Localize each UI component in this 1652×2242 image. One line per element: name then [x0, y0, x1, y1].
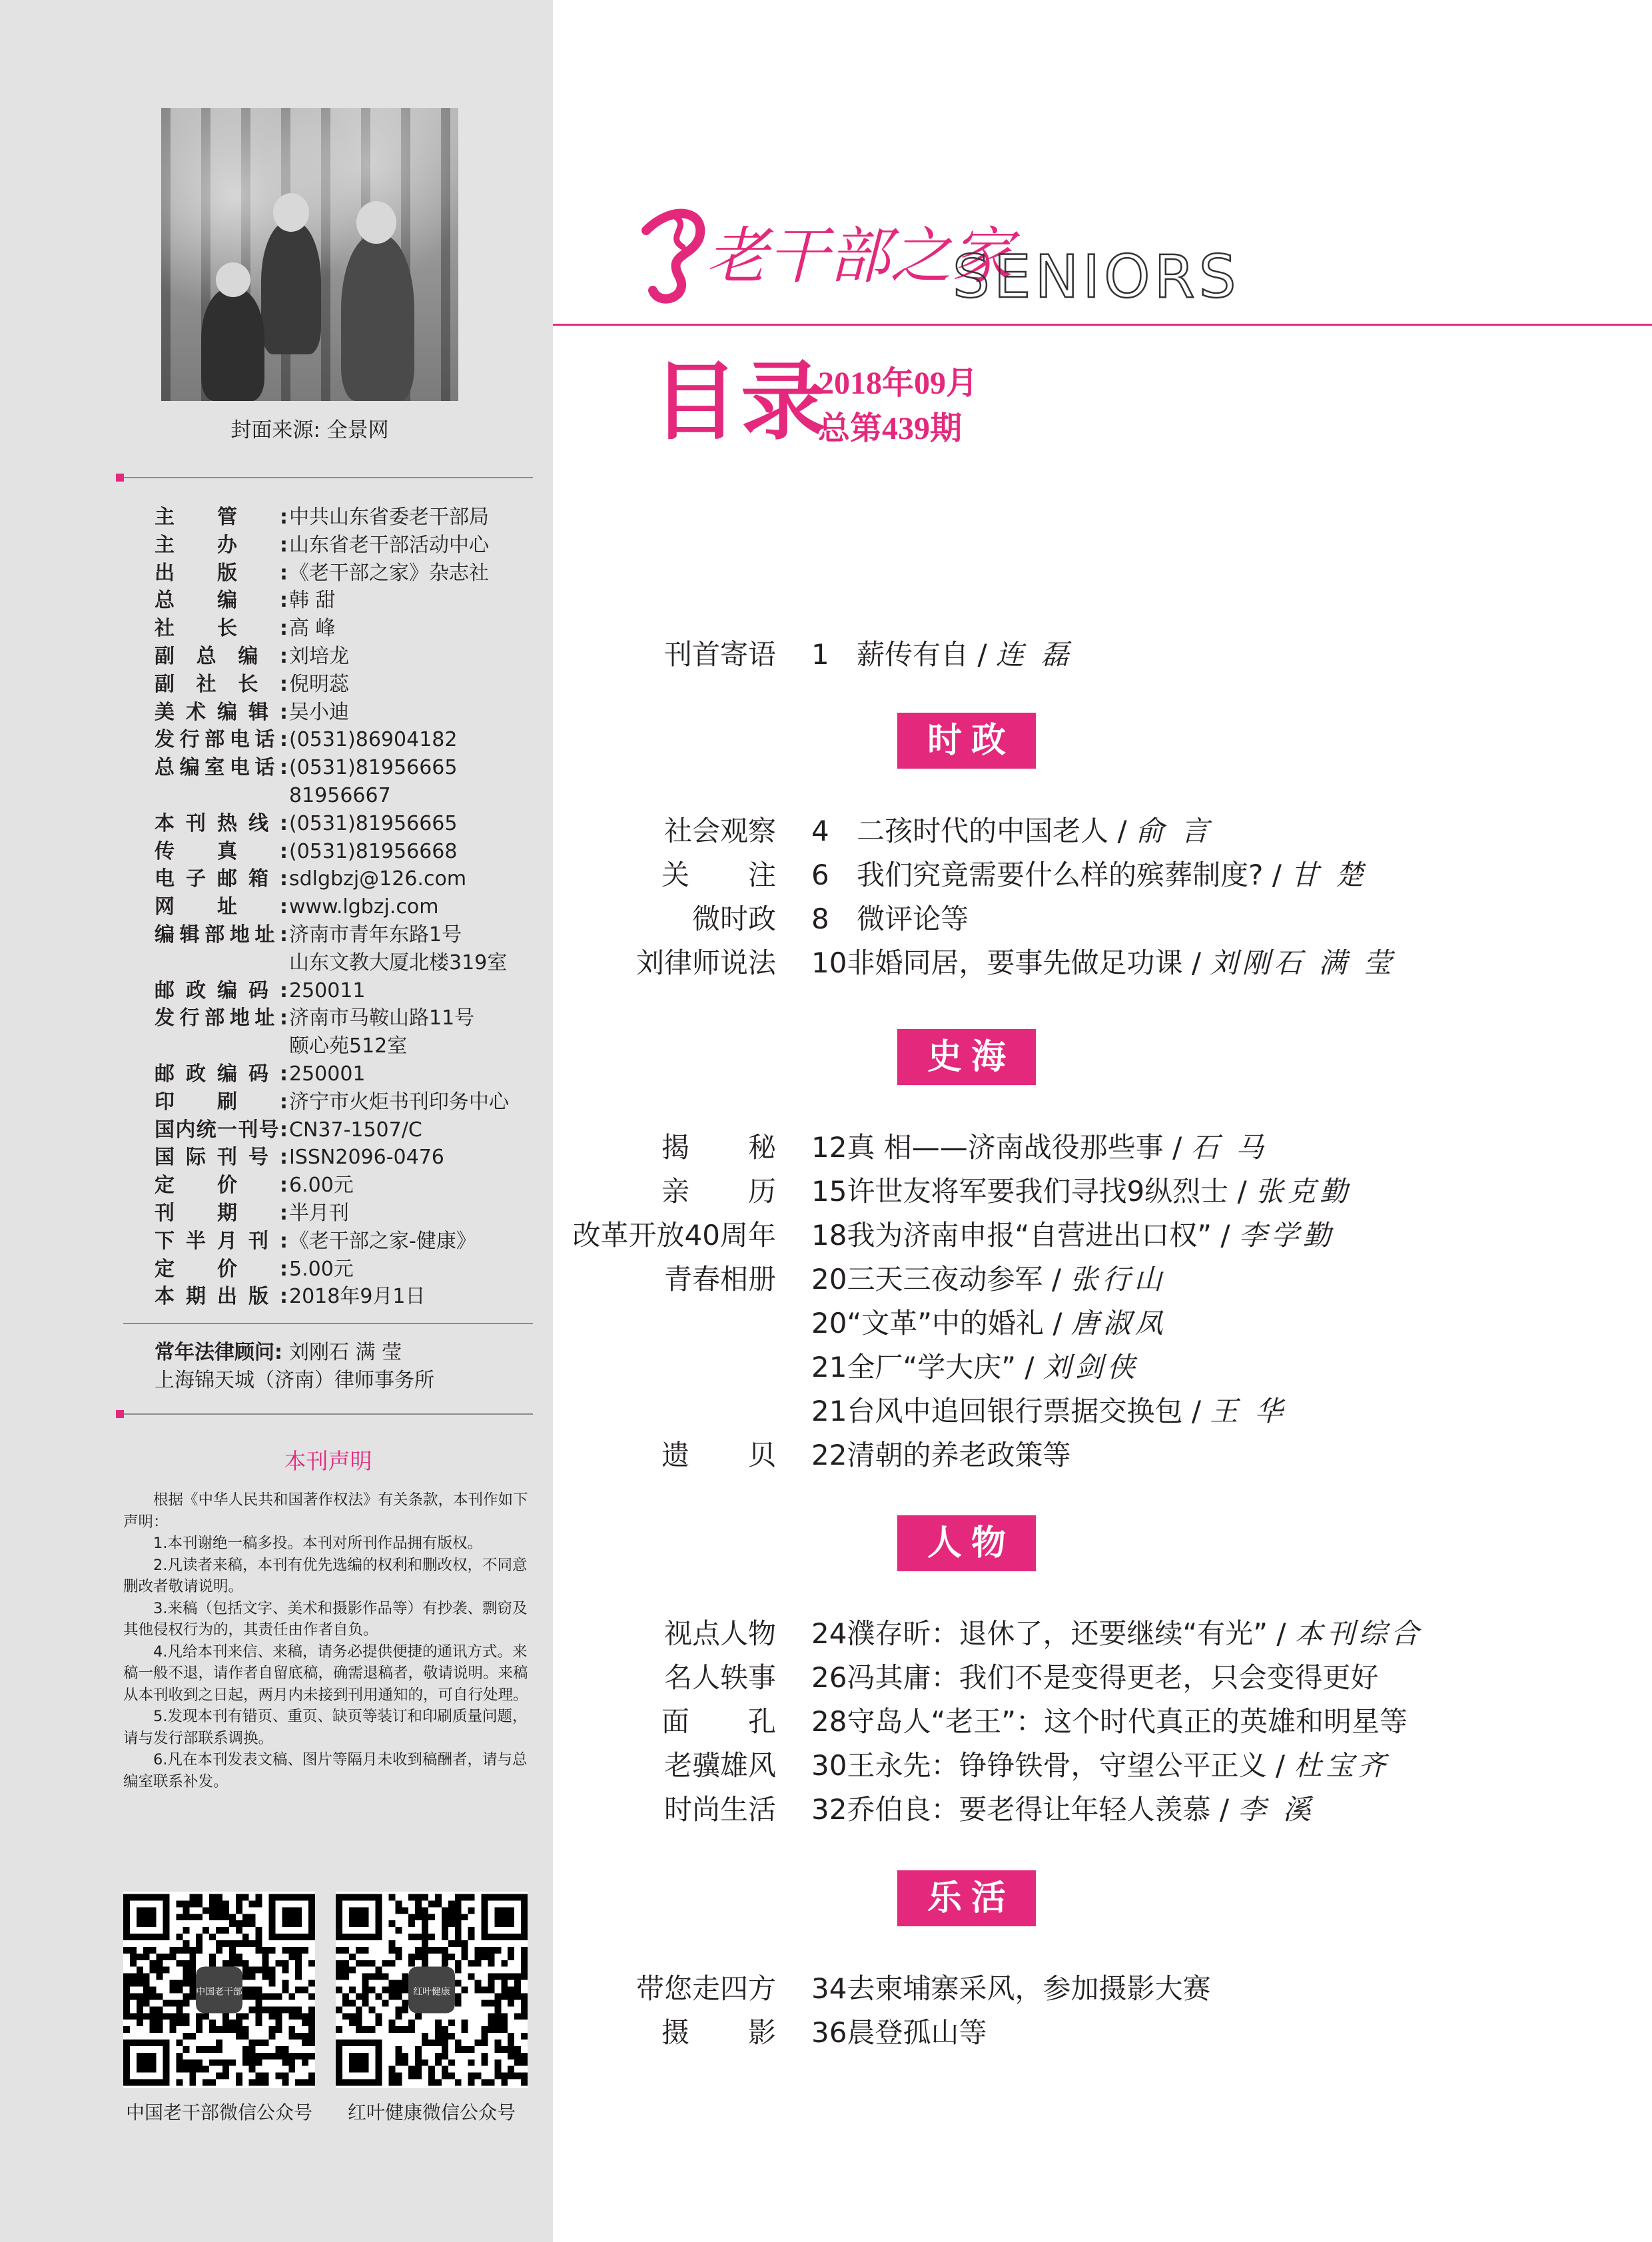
toc-author: 张行山 [1070, 1263, 1166, 1296]
legal-names: 刘刚石 满 莹 [289, 1341, 402, 1364]
colophon-key: 发 行 部 地 址 : [155, 1006, 288, 1030]
toc-separator: / [1043, 1307, 1071, 1339]
toc-item [811, 1656, 1378, 1700]
colophon-row [155, 504, 548, 532]
toc-item [811, 1744, 1390, 1788]
logo-english-text: SENIORS [953, 242, 1240, 311]
colophon-value: CN37-1507/C [289, 1118, 422, 1142]
toc-item [811, 809, 1212, 853]
toc-page: 15 [811, 1175, 847, 1208]
toc-separator: / [1182, 1395, 1210, 1427]
colophon-value: 山东文教大厦北楼319室 [289, 950, 508, 974]
toc-author: 甘 楚 [1290, 859, 1368, 891]
legal-label: 常年法律顾问: [155, 1341, 282, 1364]
colophon-value: 半月刊 [289, 1201, 349, 1225]
toc-entry[interactable] [0, 1302, 1652, 1345]
colophon-row [155, 532, 548, 560]
colophon-row [155, 1088, 548, 1116]
toc-page: 21 [811, 1395, 847, 1427]
declaration-paragraph: 5.发现本刊有错页、重页、缺页等装订和印刷质量问题，请与发行部联系调换。 [123, 1708, 528, 1747]
colophon-row [155, 782, 548, 810]
cover-caption: 封面来源: 全景网 [230, 418, 389, 442]
colophon-key: 出 版 : [155, 561, 288, 585]
colophon-value: 5.00元 [289, 1257, 354, 1281]
toc-column: 刊首寄语 [663, 638, 776, 671]
toc-item [811, 1258, 1166, 1302]
toc-entry[interactable] [0, 941, 1652, 985]
qr-caption: 中国老干部微信公众号 [125, 2101, 312, 2123]
toc-title: 我们究竟需要什么样的殡葬制度? [857, 859, 1264, 891]
toc-separator: / [1210, 1793, 1238, 1826]
cover-photo [161, 108, 458, 401]
toc-entry[interactable] [0, 1967, 1652, 2011]
toc-title: 我为济南申报“自营进出口权” [847, 1219, 1212, 1252]
colophon-key: 印 刷 : [155, 1090, 288, 1114]
toc-column: 名人轶事 [663, 1661, 776, 1694]
toc-page: 28 [811, 1705, 847, 1738]
toc-page: 21 [811, 1351, 847, 1383]
toc-column: 刘律师说法 [635, 946, 776, 979]
toc-separator: / [1015, 1351, 1043, 1383]
toc-column: 青春相册 [663, 1263, 776, 1296]
toc-column: 带您走四方 [635, 1972, 776, 2005]
toc-entry[interactable] [0, 1214, 1652, 1258]
colophon-value: (0531)86904182 [289, 728, 458, 752]
colophon-value: 济南市马鞍山路11号 [289, 1006, 475, 1030]
colophon-key: 主 管 : [155, 506, 288, 529]
toc-page: 8 [811, 903, 829, 935]
toc-column: 亲 历 [661, 1175, 776, 1208]
toc-title: 全厂“学大庆” [847, 1351, 1016, 1383]
toc-title: 王永先：铮铮铁骨，守望公平正义 [847, 1749, 1267, 1782]
toc-separator: / [1266, 1749, 1294, 1782]
toc-title: 守岛人“老王”：这个时代真正的英雄和明星等 [847, 1705, 1408, 1738]
toc-title: 冯其庸：我们不是变得更老，只会变得更好 [847, 1661, 1379, 1694]
colophon-value: (0531)81956665 [289, 811, 458, 835]
toc-entry[interactable] [0, 633, 1652, 677]
colophon-key: 国 际 刊 号 : [155, 1146, 288, 1170]
toc-item [811, 1302, 1167, 1345]
colophon-key [155, 782, 289, 810]
toc-title: 三天三夜动参军 [847, 1263, 1043, 1296]
colophon-key: 社 长 : [155, 617, 288, 641]
colophon-value: 81956667 [289, 783, 391, 807]
qr-center-label: 红叶健康 [413, 1986, 450, 1998]
colophon-value: (0531)81956668 [289, 839, 458, 863]
toc-entry[interactable] [0, 1170, 1652, 1214]
section-heading: 乐活 [897, 1870, 1036, 1926]
colophon-value: 中共山东省委老干部局 [289, 506, 489, 529]
toc-entry[interactable] [0, 1612, 1652, 1656]
colophon-key: 主 办 : [155, 533, 288, 557]
toc-page: 30 [811, 1749, 847, 1782]
toc-author: 李 溪 [1238, 1793, 1315, 1826]
toc-separator: / [1228, 1175, 1256, 1208]
toc-separator: / [1108, 815, 1136, 847]
toc-entry[interactable] [0, 1700, 1652, 1744]
colophon-row [155, 699, 548, 727]
colophon-value: 6.00元 [289, 1174, 354, 1198]
toc-item [811, 1214, 1335, 1258]
colophon-value: 250001 [289, 1062, 366, 1086]
colophon-key: 电 子 邮 箱 : [155, 867, 288, 891]
toc-item [811, 2011, 987, 2055]
declaration-paragraph: 1.本刊谢绝一稿多投。本刊对所刊作品拥有版权。 [153, 1535, 482, 1552]
colophon-value: 吴小迪 [289, 700, 349, 724]
colophon-key: 网 址 : [155, 895, 288, 919]
toc-author: 唐淑凤 [1070, 1307, 1167, 1339]
colophon-key: 发 行 部 电 话 : [155, 728, 288, 752]
toc-item [811, 1612, 1423, 1656]
colophon-value: 济南市青年东路1号 [289, 923, 462, 946]
toc-entry[interactable] [0, 1345, 1652, 1389]
toc-page: 10 [811, 946, 847, 979]
colophon-row [155, 1060, 548, 1088]
toc-column: 摄 影 [661, 2016, 776, 2049]
issue-date: 2018年09月 [818, 366, 979, 401]
toc-entry[interactable] [0, 1126, 1652, 1170]
colophon-key: 本 期 出 版 : [155, 1285, 288, 1309]
colophon-value: 颐心苑512室 [289, 1034, 408, 1058]
colophon-key: 编 辑 部 地 址 : [155, 923, 288, 946]
colophon-value: www.lgbzj.com [289, 895, 439, 919]
colophon-value: 《老干部之家》杂志社 [289, 561, 489, 585]
toc-page: 24 [811, 1617, 847, 1650]
colophon-value: 山东省老干部活动中心 [289, 533, 489, 557]
toc-column: 老骥雄风 [663, 1749, 776, 1782]
colophon-key: 定 价 : [155, 1257, 288, 1281]
toc-page: 34 [811, 1972, 847, 2005]
toc-author: 张克勤 [1256, 1175, 1352, 1208]
header-rule [553, 324, 1652, 326]
colophon-key: 传 真 : [155, 839, 288, 863]
toc-item [811, 897, 969, 941]
colophon-key: 总 编 : [155, 589, 288, 613]
toc-column: 社会观察 [663, 815, 776, 847]
colophon-key: 定 价 : [155, 1174, 288, 1198]
colophon-value: 韩 甜 [289, 589, 336, 613]
toc-page: 18 [811, 1219, 847, 1252]
toc-column: 视点人物 [663, 1617, 776, 1650]
toc-author: 石 马 [1190, 1131, 1268, 1164]
toc-item [811, 1788, 1315, 1832]
toc-page: 12 [811, 1131, 847, 1164]
toc-separator: / [1211, 1219, 1239, 1252]
toc-title: 乔伯良：要老得让年轻人羡慕 [847, 1793, 1211, 1826]
declaration-paragraph: 根据《中华人民共和国著作权法》有关条款，本刊作如下声明： [123, 1491, 528, 1531]
colophon-key: 副 总 编 : [155, 644, 288, 668]
toc-entry[interactable] [0, 1258, 1652, 1302]
toc-page: 32 [811, 1793, 847, 1826]
toc-page: 4 [811, 815, 829, 847]
legal-firm: 上海锦天城（济南）律师事务所 [155, 1369, 434, 1392]
toc-item [811, 633, 1072, 677]
declaration-paragraph: 2.凡读者来稿，本刊有优先选编的权利和删改权，不同意删改者敬请说明。 [123, 1556, 528, 1595]
toc-entry[interactable] [0, 2011, 1652, 2055]
toc-entry[interactable] [0, 1744, 1652, 1788]
toc-entry[interactable] [0, 809, 1652, 853]
toc-page: 26 [811, 1661, 847, 1694]
toc-author: 李学勤 [1238, 1219, 1335, 1252]
colophon-key: 下 半 月 刊 : [155, 1229, 288, 1253]
toc-item [811, 1345, 1139, 1389]
colophon-row [155, 587, 548, 615]
divider [123, 477, 533, 478]
toc-item [811, 941, 1396, 985]
toc-column: 关 注 [661, 859, 776, 891]
toc-separator: / [1263, 859, 1291, 891]
toc-entry[interactable] [0, 1788, 1652, 1832]
toc-page: 22 [811, 1439, 847, 1471]
toc-item [811, 1170, 1352, 1214]
toc-separator: / [1042, 1263, 1070, 1296]
toc-author: 刘刚石 满 莹 [1210, 946, 1396, 979]
issue-number: 总第439期 [818, 411, 963, 446]
toc-title: 清朝的养老政策等 [847, 1439, 1071, 1471]
toc-title: 真 相——济南战役那些事 [847, 1131, 1164, 1164]
toc-entry[interactable] [0, 853, 1652, 897]
colophon-value: 倪明蕊 [289, 672, 349, 696]
toc-title: 晨登孤山等 [847, 2016, 987, 2049]
toc-column: 微时政 [691, 903, 776, 935]
toc-column: 遗 贝 [661, 1439, 776, 1471]
toc-title: “文革”中的婚礼 [847, 1307, 1044, 1339]
colophon-row [155, 560, 548, 587]
colophon-value: 250011 [289, 978, 366, 1002]
toc-entry[interactable] [0, 1389, 1652, 1433]
toc-column: 改革开放40周年 [572, 1219, 776, 1252]
toc-title: 微评论等 [857, 903, 969, 935]
colophon-value: (0531)81956665 [289, 756, 458, 780]
colophon-value: ISSN2096-0476 [289, 1146, 444, 1170]
toc-column: 时尚生活 [663, 1793, 776, 1826]
toc-author: 王 华 [1210, 1395, 1287, 1427]
logo-brand-text: 老干部之家 [706, 220, 1013, 292]
toc-column: 面 孔 [661, 1705, 776, 1738]
colophon-key: 刊 期 : [155, 1201, 288, 1225]
toc-title: 薪传有自 [857, 638, 969, 671]
declaration-paragraph: 3.来稿（包括文字、美术和摄影作品等）有抄袭、剽窃及其他侵权行为的，其责任由作者自负。 [123, 1599, 528, 1639]
toc-author: 杜宝齐 [1294, 1749, 1390, 1782]
colophon-value: 济宁市火炬书刊印务中心 [289, 1090, 509, 1114]
toc-title: 台风中追回银行票据交换包 [847, 1395, 1183, 1427]
toc-page: 20 [811, 1263, 847, 1296]
section-heading: 史海 [897, 1029, 1036, 1085]
declaration-paragraph: 4.凡给本刊来信、来稿，请务必提供便捷的通讯方式。来稿一般不退，请作者自留底稿，确需退稿者，敬请说明。来稿从本刊收到之日起，两月内未接到刊用通知的，可自行处理。 [123, 1643, 528, 1704]
colophon-row [155, 1032, 548, 1060]
toc-item [811, 853, 1368, 897]
colophon-row [155, 754, 548, 782]
colophon-key: 邮 政 编 码 : [155, 978, 288, 1002]
colophon-key [155, 1032, 289, 1060]
toc-item [811, 1126, 1268, 1170]
colophon-value: 刘培龙 [289, 644, 349, 668]
magazine-logo [626, 190, 1240, 317]
toc-separator: / [969, 638, 996, 671]
toc-author: 本刊综合 [1294, 1617, 1423, 1650]
toc-author: 连 磊 [995, 638, 1073, 671]
toc-author: 刘剑侠 [1042, 1351, 1139, 1383]
toc-title: 二孩时代的中国老人 [857, 815, 1109, 847]
toc-title: 非婚同居，要事先做足功课 [847, 946, 1183, 979]
colophon-value: 高 峰 [289, 617, 336, 641]
qr-center-label: 中国老干部 [196, 1986, 242, 1998]
declaration-title: 本刊声明 [284, 1448, 372, 1474]
toc-page: 6 [811, 859, 829, 891]
colophon-value: 《老干部之家-健康》 [289, 1229, 476, 1253]
logo-brush-stroke [646, 214, 700, 299]
toc-separator: / [1182, 946, 1210, 979]
colophon-value: sdlgbzj@126.com [289, 867, 467, 891]
colophon-key: 邮 政 编 码 : [155, 1062, 288, 1086]
toc-separator: / [1267, 1617, 1295, 1650]
toc-page: 1 [811, 638, 829, 671]
declaration-paragraph: 6.凡在本刊发表文稿、图片等隔月未收到稿酬者，请与总编室联系补发。 [123, 1751, 528, 1790]
page-title: 目录 [653, 352, 829, 452]
toc-item [811, 1967, 1210, 2011]
colophon-row [155, 1004, 548, 1032]
colophon-key: 总 编 室 电 话 : [155, 756, 288, 780]
toc-page: 20 [811, 1307, 847, 1339]
toc-title: 去柬埔寨采风，参加摄影大赛 [847, 1972, 1211, 2005]
toc-page: 36 [811, 2016, 847, 2049]
colophon-row [155, 726, 548, 754]
toc-entry[interactable] [0, 1433, 1652, 1477]
toc-item [811, 1433, 1070, 1477]
toc-item [811, 1700, 1408, 1744]
toc-item [811, 1389, 1287, 1433]
colophon-key: 美 术 编 辑 : [155, 700, 288, 724]
toc-entry[interactable] [0, 1656, 1652, 1700]
colophon-key: 国 内 统 一 刊 号 : [155, 1118, 288, 1142]
toc-column: 揭 秘 [661, 1131, 776, 1164]
qr-caption: 红叶健康微信公众号 [347, 2101, 516, 2123]
section-heading: 人物 [897, 1515, 1036, 1571]
toc-title: 濮存昕：退休了，还要继续“有光” [847, 1617, 1268, 1650]
colophon-value: 2018年9月1日 [289, 1285, 426, 1309]
colophon-key: 副 社 长 : [155, 672, 288, 696]
toc-author: 俞 言 [1135, 815, 1213, 847]
section-heading: 时政 [897, 713, 1036, 769]
colophon-key: 本 刊 热 线 : [155, 811, 288, 835]
toc-entry[interactable] [0, 897, 1652, 941]
toc-title: 许世友将军要我们寻找9纵烈士 [847, 1175, 1229, 1208]
toc-separator: / [1163, 1131, 1191, 1164]
